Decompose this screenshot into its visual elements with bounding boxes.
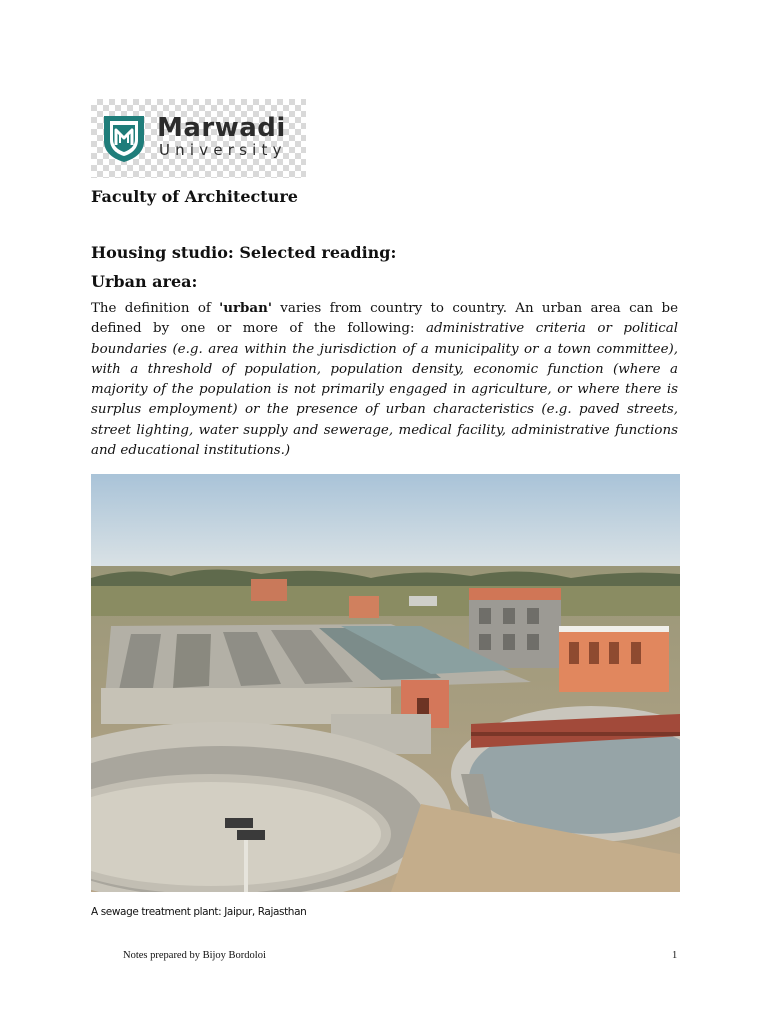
paragraph-keyword: 'urban' [219,300,272,316]
paragraph-criteria: administrative criteria or political boundaries (e.g. area within the jurisdiction of a municipality or a town committee), with a threshold of population, population density, economic function (where a majority of the population is not primarily engaged in agriculture, or where there is surplus employment) or the presence of urban characteristics (e.g. paved streets, street lighting, water supply and sewerage, medical facility, administrative functions and educational institutions.) [91,321,678,459]
urban-definition-paragraph [91,298,678,461]
section-heading: Urban area: [91,272,198,291]
faculty-heading: Faculty of Architecture [91,187,298,206]
logo-name: Marwadi [157,113,286,143]
paragraph-intro: The definition of [91,301,220,316]
logo-subname: University [159,141,287,159]
sewage-plant-illustration [91,474,680,892]
university-logo [91,99,306,178]
page-title: Housing studio: Selected reading: [91,243,397,262]
sewage-plant-photo [91,474,680,892]
paragraph-mid: varies from country to country. An urban area can be defined by one or more of the following: [91,301,678,337]
photo-caption: A sewage treatment plant: Jaipur, Rajasthan [91,906,307,918]
shield-icon [101,113,147,163]
footer-author: Notes prepared by Bijoy Bordoloi [123,950,266,961]
page-number: 1 [672,950,678,961]
